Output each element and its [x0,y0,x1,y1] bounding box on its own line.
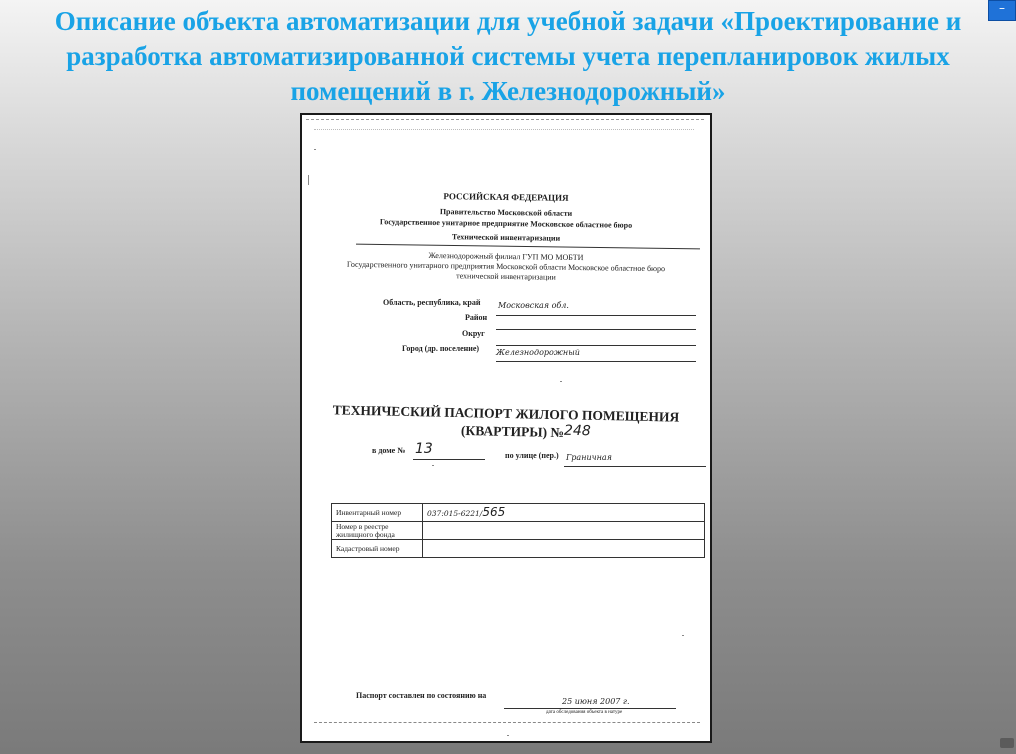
table-row [332,504,705,522]
header-bti: Технической инвентаризации [451,232,561,243]
header-rule [356,244,700,250]
scan-line-top-2 [314,129,694,130]
date-label: Паспорт составлен по состоянию на [356,691,487,700]
okrug-underline [496,345,696,346]
inventory-number-printed: 037:015-6221/ [427,508,483,518]
header-government: Правительство Московской области [439,207,573,218]
street-label: по улице (пер.) [505,451,559,460]
apartment-number: 248 [563,422,591,440]
scan-speck [432,465,434,466]
date-value: 25 июня 2007 г. [562,697,630,706]
inventory-number-hand: 565 [482,504,506,519]
passport-title-line2: (КВАРТИРЫ) № [460,422,565,441]
bottom-rule [314,722,700,723]
scanned-document [300,113,712,743]
city-label: Город (др. поселение) [402,344,480,353]
district-underline [496,329,696,330]
house-underline [413,459,485,460]
scan-speck [560,381,562,382]
table-value [423,504,705,522]
header-enterprise: Государственное унитарное предприятие Московское областное бюро [379,217,633,230]
branch-bti: технической инвентаризации [456,271,556,282]
branch-org: Государственного унитарного предприятия Московской области Московское областное бюро [346,259,666,274]
table-value [423,540,705,558]
house-number: 13 [415,441,433,457]
scan-speck [314,149,316,150]
branch-name: Железнодорожный филиал ГУП МО МОБТИ [428,250,584,263]
minimize-button[interactable]: – [988,0,1016,21]
city-underline [496,361,696,362]
slide-title: Описание объекта автоматизации для учебной задачи «Проектирование и разработка автоматизированной системы учета перепланировок жилых помещений в г. Железнодорожный» [54,6,962,106]
table-value [423,522,705,540]
passport-title-line1: ТЕХНИЧЕСКИЙ ПАСПОРТ ЖИЛОГО ПОМЕЩЕНИЯ [332,402,680,425]
table-row [332,522,705,540]
slide-nav-button[interactable] [1000,738,1014,748]
scan-speck [507,735,509,736]
region-label: Область, республика, край [383,298,481,307]
header-country: РОССИЙСКАЯ ФЕДЕРАЦИЯ [443,191,569,203]
date-caption: дата обследования объекта в натуре [546,710,623,715]
table-row [332,540,705,558]
table-key: Номер в реестре жилищного фонда [332,522,423,540]
house-label: в доме № [372,446,406,455]
street-underline [564,466,706,467]
district-label: Район [465,313,488,322]
table-key: Кадастровый номер [332,540,423,558]
street-value: Граничная [566,453,612,462]
scan-speck [682,635,684,636]
table-key: Инвентарный номер [332,504,423,522]
inventory-table [331,503,705,558]
scan-speck [308,175,309,185]
scan-line-top [306,119,704,120]
city-value: Железнодорожный [496,348,580,357]
okrug-label: Округ [462,329,485,338]
region-underline [496,315,696,316]
date-underline [504,708,676,709]
region-value: Московская обл. [498,301,569,310]
